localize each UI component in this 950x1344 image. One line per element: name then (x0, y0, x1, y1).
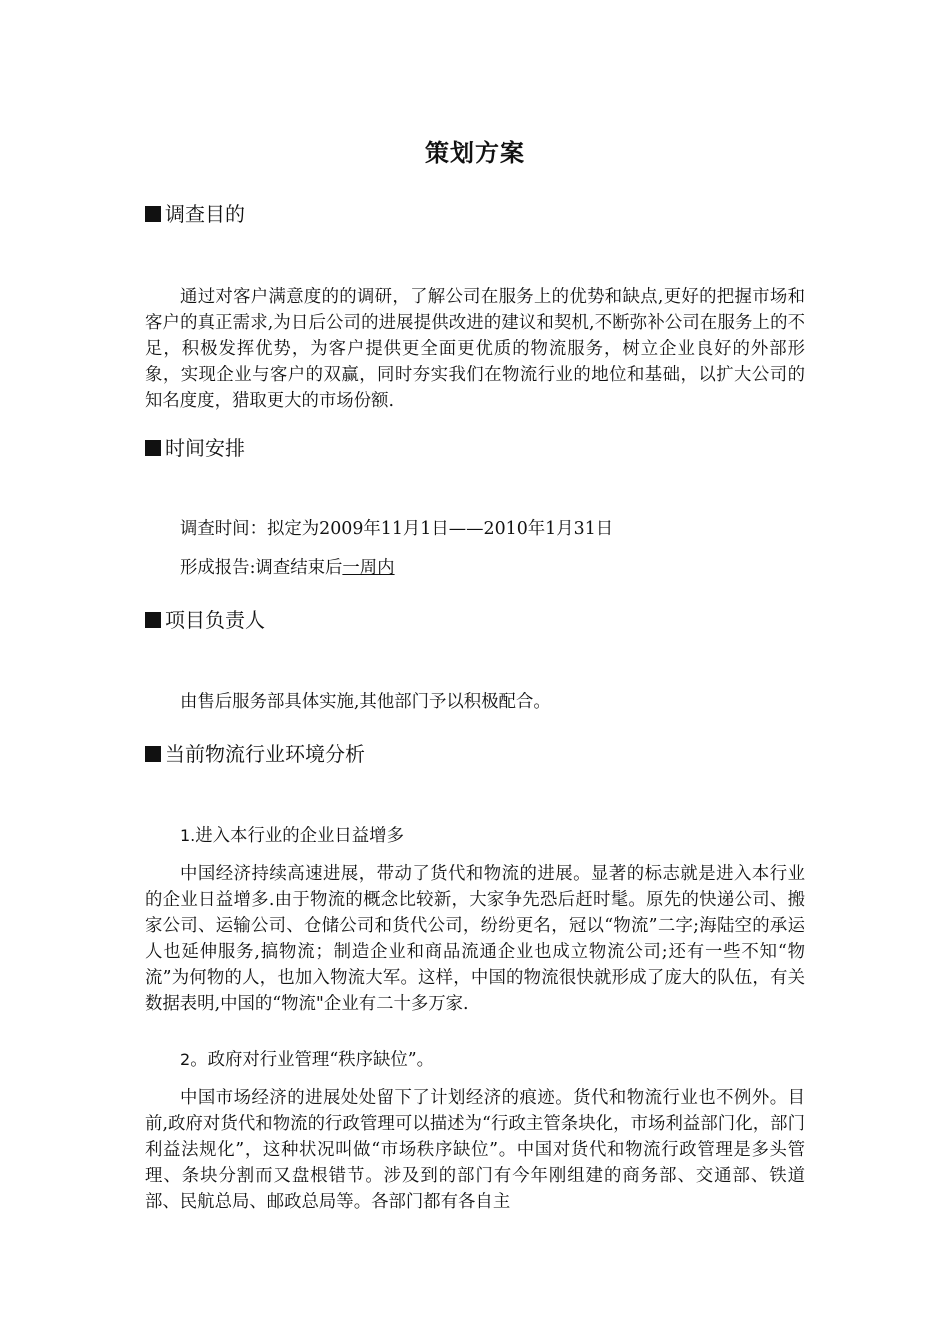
section-heading-industry-analysis (145, 740, 365, 768)
paragraph-item-1: 中国经济持续高速进展，带动了货代和物流的进展。显著的标志就是进入本行业的企业日益增多.由于物流的概念比较新，大家争先恐后赶时髦。原先的快递公司、搬家公司、运输公司、仓储公司和货代公司，纷纷更名，冠以“物流”二字;海陆空的承运人也延伸服务,搞物流；制造企业和商品流通企业也成立物流公司;还有一些不知“物流”为何物的人，也加入物流大军。这样，中国的物流很快就形成了庞大的队伍，有关数据表明,中国的“物流"企业有二十多万家. (145, 864, 805, 1014)
paragraph-item-2: 中国市场经济的进展处处留下了计划经济的痕迹。货代和物流行业也不例外。目前,政府对货代和物流的行政管理可以描述为“行政主管条块化，市场利益部门化，部门利益法规化”，这种状况叫做“市场秩序缺位”。中国对货代和物流行政管理是多头管理、条块分割而又盘根错节。涉及到的部门有今年刚组建的商务部、交通部、铁道部、民航总局、邮政总局等。各部门都有各自主 (145, 1088, 805, 1212)
report-line (180, 555, 395, 581)
report-prefix: 形成报告:调查结束后 (180, 558, 343, 578)
survey-time-line: 调查时间：拟定为2009年11月1日——2010年1月31日 (180, 519, 614, 539)
section-heading-schedule (145, 434, 245, 462)
document-title: 策划方案 (425, 139, 525, 167)
square-bullet-icon (145, 612, 161, 628)
square-bullet-icon (145, 440, 161, 456)
item-title: 。政府对行业管理“秩序缺位”。 (190, 1050, 435, 1070)
report-deadline-underlined: 一周内 (342, 558, 395, 578)
section-heading-text: 项目负责人 (165, 608, 265, 632)
item-title: 进入本行业的企业日益增多 (195, 826, 404, 846)
subheading-item-2 (180, 1047, 434, 1073)
subheading-item-1 (180, 823, 404, 849)
section-heading-project-lead (145, 606, 265, 634)
section-heading-text: 调查目的 (165, 202, 245, 226)
section-heading-survey-purpose (145, 200, 245, 228)
item-number: 2 (180, 1050, 191, 1069)
paragraph-survey-purpose: 通过对客户满意度的的调研，了解公司在服务上的优势和缺点,更好的把握市场和客户的真正需求,为日后公司的进展提供改进的建议和契机,不断弥补公司在服务上的不足，积极发挥优势，为客户提供更全面更优质的物流服务，树立企业良好的外部形象，实现企业与客户的双赢，同时夯实我们在物流行业的地位和基础，以扩大公司的知名度度，猎取更大的市场份额. (145, 287, 805, 411)
item-number: 1. (180, 826, 196, 845)
square-bullet-icon (145, 746, 161, 762)
square-bullet-icon (145, 206, 161, 222)
paragraph-project-lead: 由售后服务部具体实施,其他部门予以积极配合。 (180, 692, 551, 712)
section-heading-text: 当前物流行业环境分析 (165, 742, 365, 766)
section-heading-text: 时间安排 (165, 436, 245, 460)
